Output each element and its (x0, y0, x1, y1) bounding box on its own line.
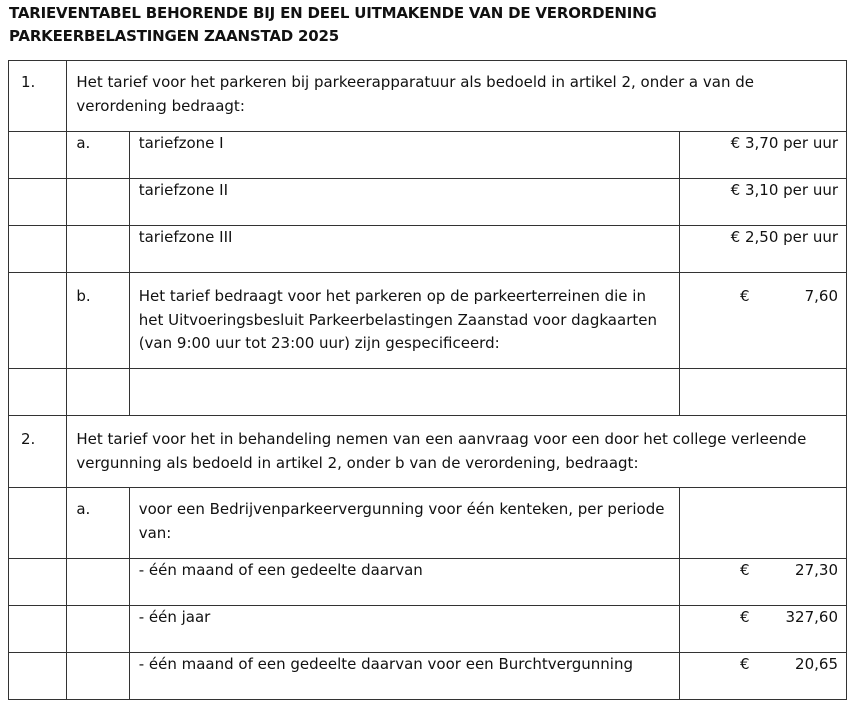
currency-symbol: € (739, 287, 750, 305)
table-row (9, 179, 847, 226)
page-title: TARIEVENTABEL BEHORENDE BIJ EN DEEL UITMAKENDE VAN DE VERORDENING PARKEERBELASTINGEN ZAANSTAD 2025 (9, 4, 657, 45)
section-text: Het tarief voor het parkeren bij parkeerapparatuur als bedoeld in artikel 2, onder a van de verordening bedraagt: (76, 73, 754, 115)
row-amount: € 2,50 per uur (730, 228, 838, 246)
amount-value: 327,60 (785, 608, 838, 626)
table-row (9, 653, 847, 700)
row-description: - één maand of een gedeelte daarvan (138, 561, 423, 579)
row-amount: € 3,10 per uur (730, 181, 838, 199)
row-letter: a. (76, 500, 91, 518)
row-description: voor een Bedrijvenparkeervergunning voor één kenteken, per periode van: (138, 500, 665, 542)
row-letter: a. (76, 134, 91, 152)
row-description: Het tarief bedraagt voor het parkeren op de parkeerterreinen die in het Uitvoeringsbesluit Parkeerbelastingen Zaanstad voor dagkaarten (van 9:00 uur tot 23:00 uur) zijn gespecificeerd: (138, 287, 657, 352)
row-amount (680, 285, 846, 309)
tariff-table (8, 60, 847, 700)
table-row (9, 606, 847, 653)
section-row (9, 416, 847, 488)
empty-row (9, 369, 847, 416)
amount-value: 7,60 (804, 287, 838, 305)
currency-symbol: € (739, 561, 750, 579)
table-row (9, 226, 847, 273)
amount-value: 20,65 (795, 655, 838, 673)
table-row (9, 488, 847, 559)
currency-symbol: € (739, 655, 750, 673)
section-text: Het tarief voor het in behandeling nemen van een aanvraag voor een door het college verleende vergunning als bedoeld in artikel 2, onder b van de verordening, bedraagt: (76, 430, 807, 472)
row-description: tariefzone III (138, 228, 233, 246)
table-row (9, 559, 847, 606)
section-row (9, 61, 847, 132)
section-number: 1. (21, 73, 36, 91)
row-amount: € 3,70 per uur (730, 134, 838, 152)
row-description: - één maand of een gedeelte daarvan voor een Burchtvergunning (138, 655, 633, 673)
currency-symbol: € (739, 608, 750, 626)
row-description: tariefzone I (138, 134, 224, 152)
section-number: 2. (21, 430, 36, 448)
table-row (9, 132, 847, 179)
row-description: - één jaar (138, 608, 211, 626)
amount-value: 27,30 (795, 561, 838, 579)
row-letter: b. (76, 287, 91, 305)
row-description: tariefzone II (138, 181, 229, 199)
table-row (9, 273, 847, 369)
